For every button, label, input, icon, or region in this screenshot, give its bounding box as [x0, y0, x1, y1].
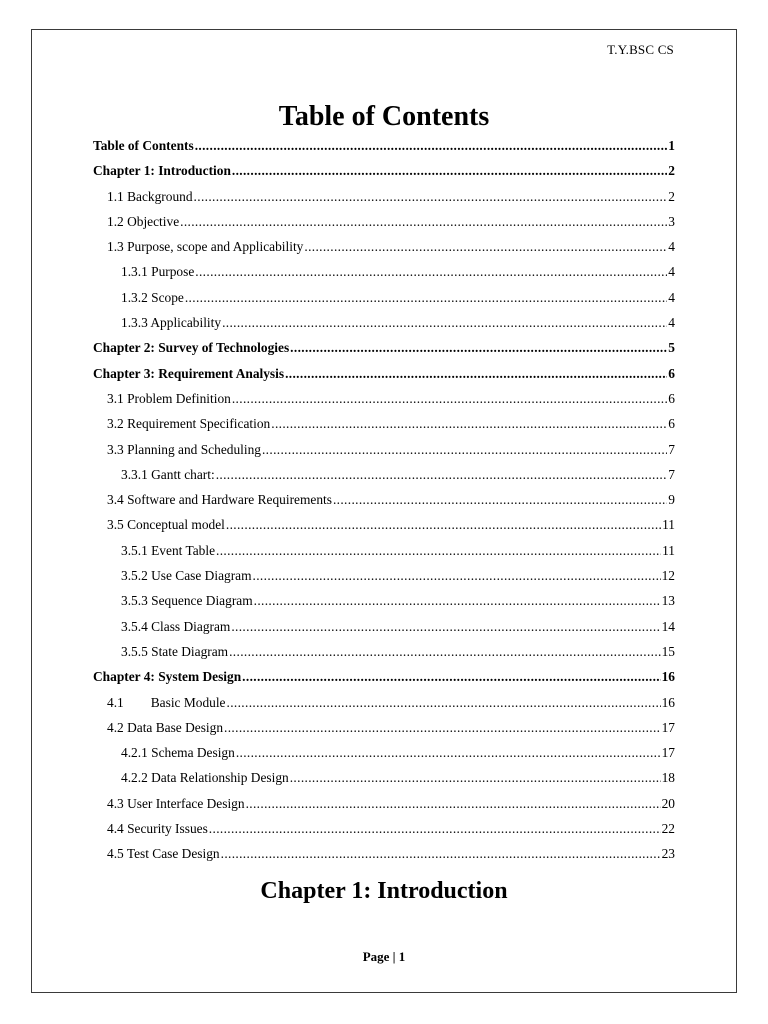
toc-leader-dots [271, 414, 667, 434]
toc-leader-dots [195, 136, 668, 156]
toc-entry[interactable] [93, 743, 675, 768]
toc-entry[interactable] [93, 338, 675, 363]
chapter-heading: Chapter 1: Introduction [260, 878, 508, 904]
toc-entry[interactable] [93, 693, 675, 718]
toc-entry-label: 3.5.4 Class Diagram [121, 618, 231, 634]
toc-entry-page-number: 1 [668, 138, 675, 153]
toc-leader-dots [290, 338, 667, 358]
toc-leader-dots [290, 768, 661, 788]
toc-leader-dots [180, 212, 667, 232]
toc-entry-page-number: 6 [668, 365, 675, 381]
toc-entry[interactable] [93, 262, 675, 287]
toc-entry-page-number: 20 [661, 795, 675, 811]
toc-entry-page-number: 5 [668, 340, 675, 356]
toc-leader-dots [224, 718, 661, 738]
toc-leader-dots [304, 237, 667, 257]
toc-entry[interactable] [93, 794, 675, 819]
toc-leader-dots [246, 794, 661, 814]
toc-leader-dots [222, 313, 667, 333]
table-of-contents [93, 136, 675, 870]
toc-leader-dots [232, 161, 667, 181]
toc-entry-label: 1.3.3 Applicability [121, 315, 222, 331]
toc-entry-page-number: 4 [668, 289, 675, 305]
toc-entry-page-number: 23 [661, 846, 675, 862]
toc-entry-page-number: 15 [661, 643, 675, 659]
toc-leader-dots [216, 465, 668, 485]
toc-leader-dots [226, 515, 661, 535]
toc-leader-dots [216, 541, 661, 561]
toc-leader-dots [185, 288, 667, 308]
toc-entry-label: 4.1 Basic Module [107, 694, 226, 710]
toc-entry-label: 4.4 Security Issues [107, 821, 208, 837]
toc-leader-dots [194, 187, 668, 207]
toc-entry-page-number: 7 [668, 466, 675, 482]
toc-entry-label: 3.3.1 Gantt chart: [121, 466, 215, 482]
page-title: Table of Contents [278, 101, 490, 132]
toc-entry-page-number: 9 [668, 492, 675, 508]
toc-entry[interactable] [93, 212, 675, 237]
toc-entry-label: 3.3 Planning and Scheduling [107, 441, 261, 457]
toc-entry[interactable] [93, 768, 675, 793]
toc-entry[interactable] [93, 465, 675, 490]
toc-entry[interactable] [93, 844, 675, 869]
toc-leader-dots [231, 617, 660, 637]
toc-entry[interactable] [93, 364, 675, 389]
toc-entry-page-number: 4 [668, 315, 675, 331]
toc-entry[interactable] [93, 617, 675, 642]
toc-entry[interactable] [93, 819, 675, 844]
toc-entry-page-number: 16 [661, 669, 675, 685]
toc-entry-page-number: 11 [662, 542, 675, 558]
toc-leader-dots [285, 364, 667, 384]
toc-entry[interactable] [93, 187, 675, 212]
toc-entry-page-number: 14 [661, 618, 675, 634]
toc-entry-page-number: 4 [668, 239, 675, 255]
toc-entry-label: 3.4 Software and Hardware Requirements [107, 492, 332, 508]
toc-entry[interactable] [93, 313, 675, 338]
toc-entry-label: Table of Contents [93, 138, 194, 153]
toc-leader-dots [333, 490, 667, 510]
toc-leader-dots [254, 591, 661, 611]
toc-entry-label: Chapter 3: Requirement Analysis [93, 365, 285, 381]
toc-entry-label: 4.2.2 Data Relationship Design [121, 770, 289, 786]
toc-entry-page-number: 12 [661, 568, 675, 584]
toc-entry-number: 4.1 [107, 694, 124, 710]
toc-leader-dots [195, 262, 667, 282]
toc-entry-page-number: 17 [661, 745, 675, 761]
toc-entry-label: 3.5.5 State Diagram [121, 643, 229, 659]
toc-leader-dots [229, 642, 661, 662]
toc-entry[interactable] [93, 566, 675, 591]
toc-entry-label: 3.5.2 Use Case Diagram [121, 568, 252, 584]
toc-entry-page-number: 4 [668, 264, 675, 280]
toc-entry-page-number: 7 [668, 441, 675, 457]
toc-entry-label: 4.5 Test Case Design [107, 846, 220, 862]
toc-entry-label: 4.2.1 Schema Design [121, 745, 235, 761]
toc-entry-label: 4.2 Data Base Design [107, 719, 224, 735]
toc-entry-page-number: 13 [661, 593, 675, 609]
toc-entry-page-number: 6 [668, 390, 675, 406]
toc-entry[interactable] [93, 414, 675, 439]
toc-entry-label: 1.1 Background [107, 188, 193, 204]
toc-entry[interactable] [93, 440, 675, 465]
toc-leader-dots [236, 743, 661, 763]
toc-entry-page-number: 22 [661, 821, 675, 837]
toc-entry-label: Chapter 4: System Design [93, 669, 242, 685]
toc-entry[interactable] [93, 591, 675, 616]
toc-entry[interactable] [93, 237, 675, 262]
toc-leader-dots [232, 389, 667, 409]
toc-entry[interactable] [93, 667, 675, 692]
toc-entry-label: Chapter 2: Survey of Technologies [93, 340, 290, 356]
toc-leader-dots [209, 819, 661, 839]
toc-leader-dots [242, 667, 660, 687]
toc-entry[interactable] [93, 718, 675, 743]
toc-entry-label: 1.3.2 Scope [121, 289, 184, 305]
toc-entry-label: 3.5.1 Event Table [121, 542, 216, 558]
running-header: T.Y.BSC CS [607, 42, 674, 57]
toc-entry-label: 4.3 User Interface Design [107, 795, 245, 811]
toc-entry[interactable] [93, 490, 675, 515]
toc-leader-dots [221, 844, 661, 864]
toc-entry-label: 3.2 Requirement Specification [107, 416, 271, 432]
toc-entry-page-number: 16 [661, 694, 675, 710]
toc-entry-page-number: 2 [668, 188, 675, 204]
toc-entry[interactable] [93, 161, 675, 186]
page-footer: Page | 1 [362, 949, 406, 964]
toc-entry[interactable] [93, 541, 675, 566]
toc-entry-page-number: 18 [661, 770, 675, 786]
toc-leader-dots [262, 440, 667, 460]
toc-entry-label: 3.1 Problem Definition [107, 390, 231, 406]
toc-leader-dots [227, 693, 661, 713]
toc-entry-label: 3.5.3 Sequence Diagram [121, 593, 253, 609]
toc-leader-dots [253, 566, 661, 586]
toc-entry-page-number: 6 [668, 416, 675, 432]
toc-entry[interactable] [93, 136, 675, 161]
toc-entry[interactable] [93, 515, 675, 540]
toc-entry-page-number: 3 [668, 213, 675, 229]
toc-entry-page-number: 17 [661, 719, 675, 735]
toc-entry-label: 1.2 Objective [107, 213, 180, 229]
toc-entry-label: Chapter 1: Introduction [93, 163, 231, 179]
toc-entry-page-number: 2 [668, 163, 675, 179]
toc-entry[interactable] [93, 288, 675, 313]
toc-entry-label: 1.3 Purpose, scope and Applicability [107, 239, 304, 255]
toc-entry[interactable] [93, 389, 675, 414]
toc-entry-page-number: 11 [662, 517, 675, 533]
toc-entry-label: 3.5 Conceptual model [107, 517, 225, 533]
toc-entry[interactable] [93, 642, 675, 667]
toc-entry-label: 1.3.1 Purpose [121, 264, 195, 280]
